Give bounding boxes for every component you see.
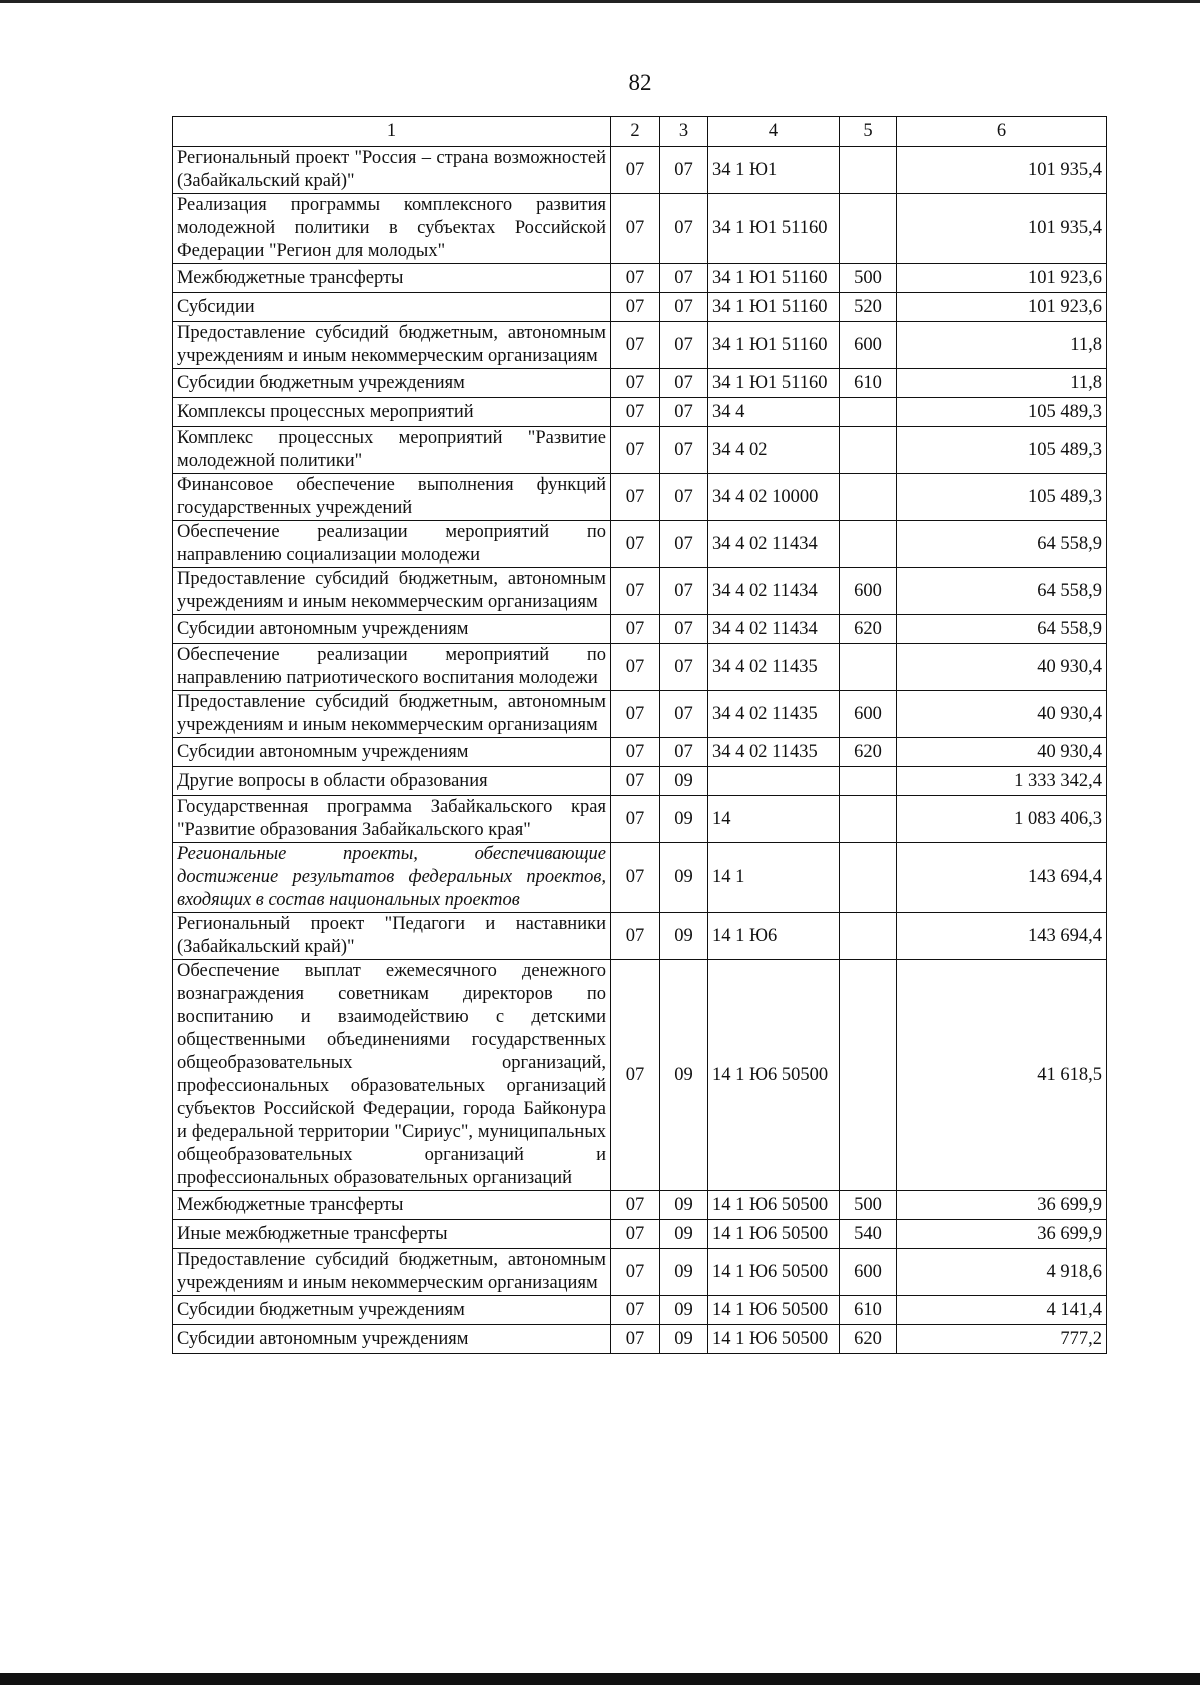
target-article-cell: 34 4 02 11435 xyxy=(708,691,840,738)
amount-cell: 36 699,9 xyxy=(897,1220,1107,1249)
section-code-cell: 07 xyxy=(611,322,660,369)
expense-type-cell xyxy=(840,427,897,474)
expense-type-cell: 610 xyxy=(840,1296,897,1325)
bottom-scan-edge xyxy=(0,1673,1200,1685)
subsection-code-cell: 09 xyxy=(660,843,708,913)
row-name-cell: Субсидии xyxy=(173,293,611,322)
table-row xyxy=(173,615,1107,644)
target-article-cell: 14 1 Ю6 50500 xyxy=(708,1191,840,1220)
table-row xyxy=(173,568,1107,615)
subsection-code-cell: 07 xyxy=(660,474,708,521)
table-row xyxy=(173,913,1107,960)
subsection-code-cell: 09 xyxy=(660,1249,708,1296)
row-name-cell: Реализация программы комплексного развития молодежной политики в субъектах Российской Федерации "Регион для молодых" xyxy=(173,194,611,264)
table-row xyxy=(173,843,1107,913)
table-row xyxy=(173,398,1107,427)
target-article-cell: 34 4 02 11434 xyxy=(708,521,840,568)
page-number: 82 xyxy=(628,70,652,95)
table-row xyxy=(173,264,1107,293)
subsection-code-cell: 09 xyxy=(660,767,708,796)
header-row xyxy=(173,117,1107,147)
expense-type-cell: 540 xyxy=(840,1220,897,1249)
section-code-cell: 07 xyxy=(611,568,660,615)
table-row xyxy=(173,767,1107,796)
target-article-cell: 34 4 02 11435 xyxy=(708,738,840,767)
row-name-cell: Субсидии бюджетным учреждениям xyxy=(173,369,611,398)
subsection-code-cell: 09 xyxy=(660,1296,708,1325)
expense-type-cell xyxy=(840,843,897,913)
amount-cell: 101 935,4 xyxy=(897,194,1107,264)
subsection-code-cell: 09 xyxy=(660,960,708,1191)
subsection-code-cell: 07 xyxy=(660,293,708,322)
subsection-code-cell: 09 xyxy=(660,1191,708,1220)
subsection-code-cell: 09 xyxy=(660,796,708,843)
target-article-cell: 34 1 Ю1 xyxy=(708,147,840,194)
target-article-cell: 14 1 Ю6 50500 xyxy=(708,960,840,1191)
subsection-code-cell: 07 xyxy=(660,194,708,264)
amount-cell: 40 930,4 xyxy=(897,691,1107,738)
target-article-cell: 34 1 Ю1 51160 xyxy=(708,264,840,293)
target-article-cell: 34 4 02 11435 xyxy=(708,644,840,691)
subsection-code-cell: 07 xyxy=(660,322,708,369)
table-row xyxy=(173,521,1107,568)
row-name-cell: Предоставление субсидий бюджетным, автономным учреждениям и иным некоммерческим организациям xyxy=(173,691,611,738)
amount-cell: 101 923,6 xyxy=(897,264,1107,293)
amount-cell: 101 935,4 xyxy=(897,147,1107,194)
section-code-cell: 07 xyxy=(611,738,660,767)
amount-cell: 11,8 xyxy=(897,322,1107,369)
target-article-cell: 34 4 xyxy=(708,398,840,427)
target-article-cell: 34 4 02 xyxy=(708,427,840,474)
table-row xyxy=(173,322,1107,369)
expense-type-cell xyxy=(840,913,897,960)
table-row xyxy=(173,644,1107,691)
amount-cell: 105 489,3 xyxy=(897,427,1107,474)
column-header: 5 xyxy=(840,117,897,147)
row-name-cell: Региональный проект "Педагоги и наставники (Забайкальский край)" xyxy=(173,913,611,960)
column-header: 6 xyxy=(897,117,1107,147)
subsection-code-cell: 07 xyxy=(660,615,708,644)
section-code-cell: 07 xyxy=(611,767,660,796)
expense-type-cell xyxy=(840,521,897,568)
budget-table xyxy=(172,116,1107,1354)
expense-type-cell: 600 xyxy=(840,691,897,738)
column-header: 1 xyxy=(173,117,611,147)
expense-type-cell: 620 xyxy=(840,615,897,644)
column-header: 4 xyxy=(708,117,840,147)
table-row xyxy=(173,1296,1107,1325)
table-row xyxy=(173,147,1107,194)
target-article-cell: 34 1 Ю1 51160 xyxy=(708,322,840,369)
expense-type-cell: 500 xyxy=(840,264,897,293)
amount-cell: 105 489,3 xyxy=(897,474,1107,521)
subsection-code-cell: 07 xyxy=(660,264,708,293)
section-code-cell: 07 xyxy=(611,691,660,738)
table-row xyxy=(173,1249,1107,1296)
amount-cell: 64 558,9 xyxy=(897,568,1107,615)
section-code-cell: 07 xyxy=(611,264,660,293)
row-name-cell: Предоставление субсидий бюджетным, автономным учреждениям и иным некоммерческим организациям xyxy=(173,322,611,369)
table-row xyxy=(173,369,1107,398)
subsection-code-cell: 09 xyxy=(660,913,708,960)
target-article-cell: 14 1 Ю6 50500 xyxy=(708,1325,840,1354)
table-row xyxy=(173,1191,1107,1220)
expense-type-cell xyxy=(840,960,897,1191)
column-header: 2 xyxy=(611,117,660,147)
row-name-cell: Предоставление субсидий бюджетным, автономным учреждениям и иным некоммерческим организациям xyxy=(173,1249,611,1296)
expense-type-cell: 620 xyxy=(840,738,897,767)
section-code-cell: 07 xyxy=(611,843,660,913)
section-code-cell: 07 xyxy=(611,369,660,398)
row-name-cell: Межбюджетные трансферты xyxy=(173,264,611,293)
target-article-cell: 34 4 02 10000 xyxy=(708,474,840,521)
target-article-cell: 34 4 02 11434 xyxy=(708,615,840,644)
row-name-cell: Государственная программа Забайкальского края "Развитие образования Забайкальского края" xyxy=(173,796,611,843)
expense-type-cell xyxy=(840,398,897,427)
expense-type-cell xyxy=(840,767,897,796)
subsection-code-cell: 07 xyxy=(660,427,708,474)
section-code-cell: 07 xyxy=(611,194,660,264)
section-code-cell: 07 xyxy=(611,293,660,322)
target-article-cell: 14 1 Ю6 50500 xyxy=(708,1296,840,1325)
expense-type-cell xyxy=(840,147,897,194)
row-name-cell: Финансовое обеспечение выполнения функций государственных учреждений xyxy=(173,474,611,521)
section-code-cell: 07 xyxy=(611,427,660,474)
subsection-code-cell: 09 xyxy=(660,1220,708,1249)
subsection-code-cell: 07 xyxy=(660,568,708,615)
target-article-cell: 14 xyxy=(708,796,840,843)
expense-type-cell: 620 xyxy=(840,1325,897,1354)
expense-type-cell xyxy=(840,644,897,691)
table-row xyxy=(173,194,1107,264)
amount-cell: 40 930,4 xyxy=(897,738,1107,767)
row-name-cell: Обеспечение реализации мероприятий по направлению патриотического воспитания молодежи xyxy=(173,644,611,691)
section-code-cell: 07 xyxy=(611,1191,660,1220)
amount-cell: 105 489,3 xyxy=(897,398,1107,427)
target-article-cell: 34 4 02 11434 xyxy=(708,568,840,615)
amount-cell: 4 918,6 xyxy=(897,1249,1107,1296)
amount-cell: 64 558,9 xyxy=(897,615,1107,644)
table-row xyxy=(173,1325,1107,1354)
row-name-cell: Региональный проект "Россия – страна возможностей (Забайкальский край)" xyxy=(173,147,611,194)
table-row xyxy=(173,960,1107,1191)
column-header: 3 xyxy=(660,117,708,147)
row-name-cell: Субсидии автономным учреждениям xyxy=(173,738,611,767)
table-row xyxy=(173,293,1107,322)
amount-cell: 36 699,9 xyxy=(897,1191,1107,1220)
target-article-cell: 34 1 Ю1 51160 xyxy=(708,369,840,398)
subsection-code-cell: 07 xyxy=(660,398,708,427)
row-name-cell: Комплекс процессных мероприятий "Развитие молодежной политики" xyxy=(173,427,611,474)
amount-cell: 143 694,4 xyxy=(897,843,1107,913)
subsection-code-cell: 07 xyxy=(660,521,708,568)
target-article-cell: 34 1 Ю1 51160 xyxy=(708,194,840,264)
target-article-cell: 34 1 Ю1 51160 xyxy=(708,293,840,322)
row-name-cell: Иные межбюджетные трансферты xyxy=(173,1220,611,1249)
expense-type-cell: 610 xyxy=(840,369,897,398)
section-code-cell: 07 xyxy=(611,1325,660,1354)
expense-type-cell: 600 xyxy=(840,322,897,369)
amount-cell: 101 923,6 xyxy=(897,293,1107,322)
expense-type-cell xyxy=(840,796,897,843)
top-scan-edge xyxy=(0,0,1200,3)
table-row xyxy=(173,474,1107,521)
section-code-cell: 07 xyxy=(611,398,660,427)
expense-type-cell: 520 xyxy=(840,293,897,322)
section-code-cell: 07 xyxy=(611,1220,660,1249)
section-code-cell: 07 xyxy=(611,1249,660,1296)
row-name-cell: Обеспечение выплат ежемесячного денежного вознаграждения советникам директоров по воспитанию и взаимодействию с детскими общественными объединениями государственных общеобразовательных организаций, профессиональных образовательных организаций субъектов Российской Федерации, города Байконура и федеральной территории "Сириус", муниципальных общеобразовательных организаций и профессиональных образовательных организаций xyxy=(173,960,611,1191)
subsection-code-cell: 07 xyxy=(660,691,708,738)
row-name-cell: Обеспечение реализации мероприятий по направлению социализации молодежи xyxy=(173,521,611,568)
section-code-cell: 07 xyxy=(611,474,660,521)
section-code-cell: 07 xyxy=(611,521,660,568)
table-row xyxy=(173,738,1107,767)
target-article-cell: 14 1 Ю6 xyxy=(708,913,840,960)
subsection-code-cell: 07 xyxy=(660,147,708,194)
section-code-cell: 07 xyxy=(611,147,660,194)
table-row xyxy=(173,1220,1107,1249)
section-code-cell: 07 xyxy=(611,913,660,960)
amount-cell: 777,2 xyxy=(897,1325,1107,1354)
table-row xyxy=(173,796,1107,843)
row-name-cell: Межбюджетные трансферты xyxy=(173,1191,611,1220)
amount-cell: 64 558,9 xyxy=(897,521,1107,568)
target-article-cell: 14 1 Ю6 50500 xyxy=(708,1220,840,1249)
table-row xyxy=(173,427,1107,474)
subsection-code-cell: 07 xyxy=(660,369,708,398)
row-name-cell: Субсидии бюджетным учреждениям xyxy=(173,1296,611,1325)
amount-cell: 1 333 342,4 xyxy=(897,767,1107,796)
amount-cell: 41 618,5 xyxy=(897,960,1107,1191)
subsection-code-cell: 07 xyxy=(660,644,708,691)
row-name-cell: Региональные проекты, обеспечивающие достижение результатов федеральных проектов, входящих в состав национальных проектов xyxy=(173,843,611,913)
section-code-cell: 07 xyxy=(611,960,660,1191)
target-article-cell xyxy=(708,767,840,796)
target-article-cell: 14 1 xyxy=(708,843,840,913)
amount-cell: 11,8 xyxy=(897,369,1107,398)
expense-type-cell: 600 xyxy=(840,1249,897,1296)
target-article-cell: 14 1 Ю6 50500 xyxy=(708,1249,840,1296)
amount-cell: 1 083 406,3 xyxy=(897,796,1107,843)
subsection-code-cell: 09 xyxy=(660,1325,708,1354)
expense-type-cell xyxy=(840,194,897,264)
row-name-cell: Субсидии автономным учреждениям xyxy=(173,615,611,644)
table-row xyxy=(173,691,1107,738)
section-code-cell: 07 xyxy=(611,796,660,843)
expense-type-cell: 600 xyxy=(840,568,897,615)
row-name-cell: Предоставление субсидий бюджетным, автономным учреждениям и иным некоммерческим организациям xyxy=(173,568,611,615)
amount-cell: 143 694,4 xyxy=(897,913,1107,960)
expense-type-cell: 500 xyxy=(840,1191,897,1220)
section-code-cell: 07 xyxy=(611,1296,660,1325)
amount-cell: 40 930,4 xyxy=(897,644,1107,691)
row-name-cell: Другие вопросы в области образования xyxy=(173,767,611,796)
section-code-cell: 07 xyxy=(611,615,660,644)
subsection-code-cell: 07 xyxy=(660,738,708,767)
section-code-cell: 07 xyxy=(611,644,660,691)
row-name-cell: Комплексы процессных мероприятий xyxy=(173,398,611,427)
amount-cell: 4 141,4 xyxy=(897,1296,1107,1325)
expense-type-cell xyxy=(840,474,897,521)
row-name-cell: Субсидии автономным учреждениям xyxy=(173,1325,611,1354)
